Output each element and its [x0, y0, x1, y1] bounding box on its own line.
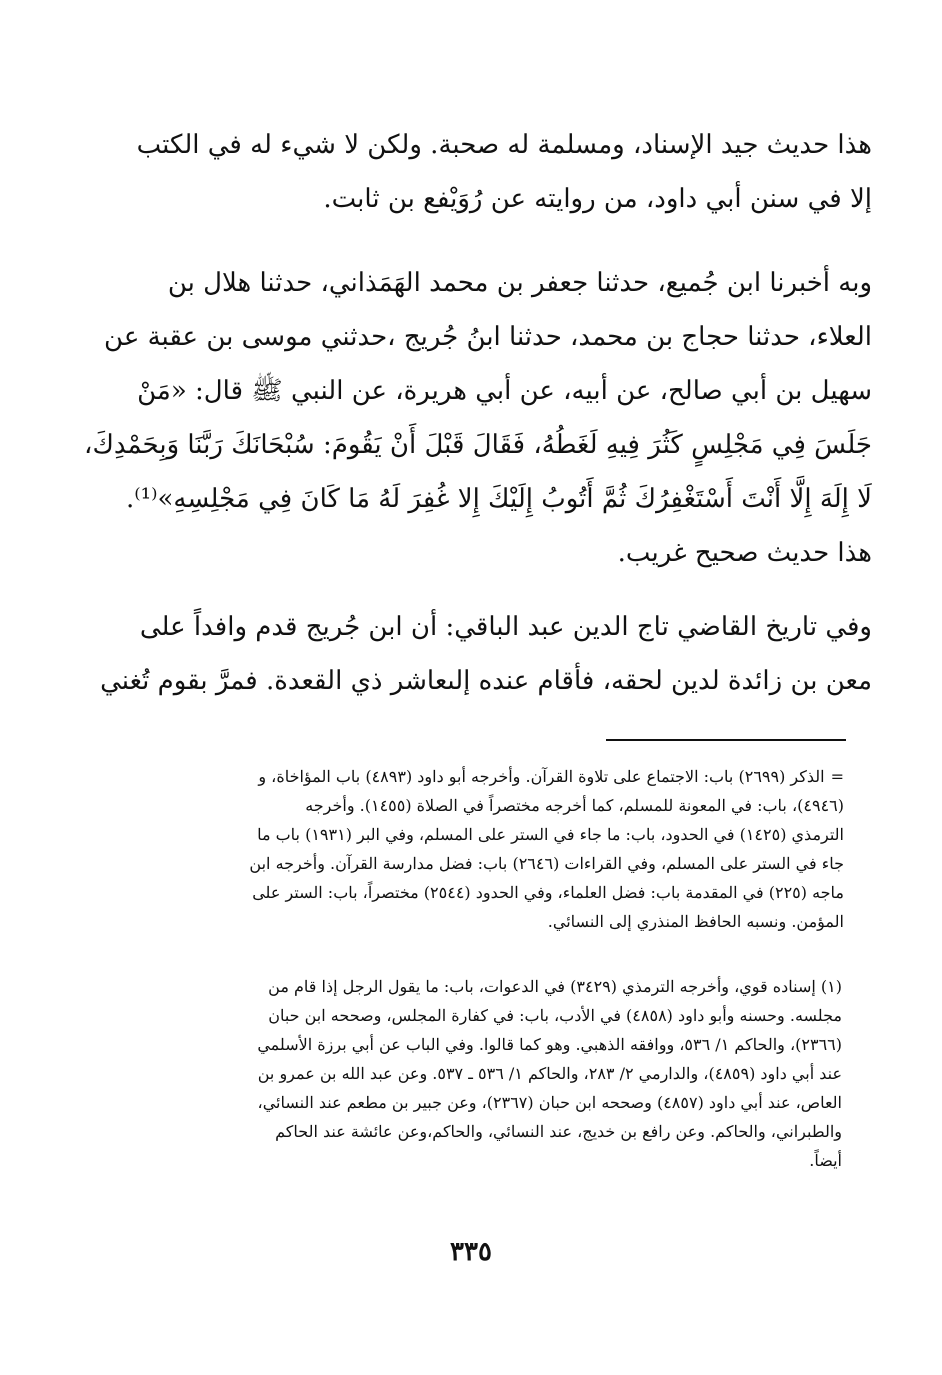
text-line: العلاء، حدثنا حجاج بن محمد، حدثنا ابنُ جُريج ،حدثني موسى بن عقبة عن — [104, 322, 872, 352]
text-line: وبه أخبرنا ابن جُميع، حدثنا جعفر بن محمد الهَمَذاني، حدثنا هلال بن — [167, 268, 872, 298]
footnote-line: عند أبي داود (٤٨٥٩)، والدارمي ٢/ ٢٨٣، والحاكم ١/ ٥٣٦ ـ ٥٣٧. وعن عبد الله بن عمرو بن — [257, 1064, 842, 1083]
footnote-line — [160, 762, 844, 791]
text-line: هذا حديث جيد الإسناد، ومسلمة له صحبة. ولكن لا شيء له في الكتب — [136, 130, 872, 160]
footnote-line: (٢٣٦٦)، والحاكم ١/ ٥٣٦، ووافقه الذهبي. وهو كما قالوا. وفي الباب عن أبي برزة الأسلمي — [257, 1035, 842, 1054]
footnote-line: ماجه (٢٢٥) في المقدمة باب: فضل العلماء، وفي الحدود (٢٥٤٤) مختصراً، باب: الستر على — [252, 883, 844, 902]
text-line: سهيل بن أبي صالح، عن أبيه، عن أبي هريرة، عن النبي ﷺ قال: «مَنْ — [137, 376, 872, 406]
footnote-1 — [160, 972, 842, 1175]
footnote-line: أيضاً. — [809, 1151, 842, 1170]
main-paragraph-3 — [100, 600, 872, 708]
text-line: معن بن زائدة لدين لحقه، فأقام عنده إلىعاشر ذي القعدة. فمرَّ بقوم تُغني — [100, 666, 872, 696]
footnote-line-text: الذكر (٢٦٩٩) باب: الاجتماع على تلاوة القرآن. وأخرجه أبو داود (٤٨٩٣) باب المؤاخاة، و — [258, 767, 825, 786]
page-number: ٣٣٥ — [450, 1237, 492, 1267]
main-paragraph-2 — [84, 256, 872, 580]
footnote-line: الترمذي (١٤٢٥) في الحدود، باب: ما جاء في الستر على المسلم، وفي البر (١٩٣١) باب ما — [257, 825, 844, 844]
footnote-line: المؤمن. ونسبه الحافظ المنذري إلى النسائي. — [547, 912, 844, 931]
hadith-text-line: جَلَسَ فِي مَجْلِسٍ كَثُرَ فِيهِ لَغَطُهُ، فَقَالَ قَبْلَ أَنْ يَقُومَ: سُبْحَانَكَ رَبَّنَا وَبِحَمْدِكَ، — [84, 430, 872, 460]
footnote-line: والطبراني، والحاكم. وعن رافع بن خديج، عند النسائي، والحاكم،وعن عائشة عند الحاكم — [275, 1122, 842, 1141]
footnote-line: جاء في الستر على المسلم، وفي القراءات (٢٦٤٦) باب: فضل مدارسة القرآن. وأخرجه ابن — [249, 854, 844, 873]
footnote-continued — [160, 762, 844, 936]
continuation-marker: = — [830, 767, 844, 786]
footnote-line: (٤٩٤٦)، باب: في المعونة للمسلم، كما أخرجه مختصراً في الصلاة (١٤٥٥). وأخرجه — [305, 796, 844, 815]
footnote-line: (١) إسناده قوي، وأخرجه الترمذي (٣٤٢٩) في الدعوات، باب: ما يقول الرجل إذا قام من — [268, 977, 842, 996]
hadith-text-line: لَا إِلَهَ إِلَّا أَنْتَ أَسْتَغْفِرُكَ ثُمَّ أَتُوبُ إِلَيْكَ إِلا غُفِرَ لَهُ مَا كَانَ فِي مَجْلِسِهِ»⁽¹⁾. — [126, 484, 872, 514]
footnote-line: مجلسه. وحسنه وأبو داود (٤٨٥٨) في الأدب، باب: في كفارة المجلس، وصححه ابن حبان — [268, 1006, 842, 1025]
main-paragraph-1 — [136, 118, 872, 226]
grading-line: هذا حديث صحيح غريب. — [617, 538, 872, 568]
text-line: وفي تاريخ القاضي تاج الدين عبد الباقي: أن ابن جُريج قدم وافداً على — [139, 612, 872, 642]
footnote-line: العاص، عند أبي داود (٤٨٥٧) وصححه ابن حبان (٢٣٦٧)، وعن جبير بن مطعم عند النسائي، — [257, 1093, 842, 1112]
text-line: إلا في سنن أبي داود، من روايته عن رُوَيْفع بن ثابت. — [323, 184, 872, 214]
footnote-separator — [606, 739, 846, 741]
